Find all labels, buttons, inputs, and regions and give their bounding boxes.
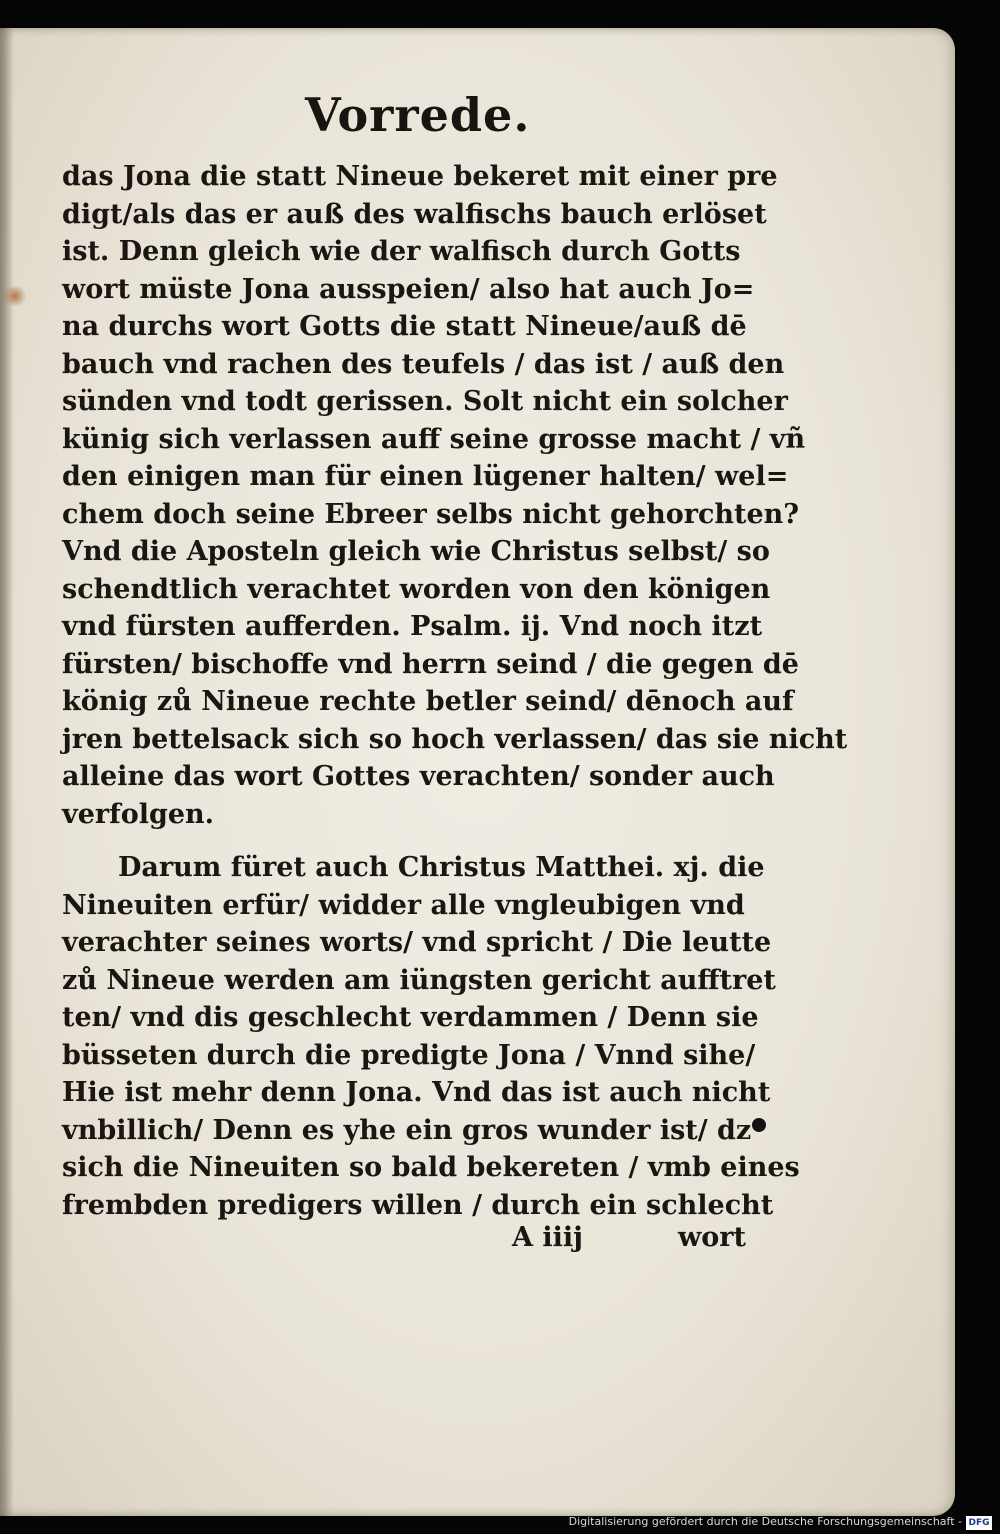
page-stain (2, 286, 28, 306)
text-line: das Jona die statt Nineue bekeret mit einer pre (62, 161, 778, 192)
text-line: schendtlich verachtet worden von den königen (62, 573, 771, 605)
text-line: Nineuiten erfür/ widder alle vngleubigen vnd (62, 889, 745, 921)
text-line: bauch vnd rachen des teufels / das ist / auß den (62, 348, 785, 380)
text-line: verachter seines worts/ vnd spricht / Die leutte (62, 927, 772, 958)
body-text (62, 158, 848, 1224)
text-line: vnbillich/ Denn es yhe ein gros wunder ist/ dz (62, 1114, 752, 1146)
text-line: ten/ vnd dis geschlecht verdammen / Denn sie (62, 1002, 759, 1033)
text-line: fürsten/ bischoffe vnd herrn seind / die gegen dē (62, 648, 799, 680)
text-line: könig zů Nineue rechte betler seind/ dēnoch auf (62, 686, 794, 717)
ink-dot (752, 1118, 766, 1132)
text-line: büsseten durch die predigte Jona / Vnnd sihe/ (62, 1039, 756, 1071)
dfg-logo: DFG (966, 1516, 992, 1530)
text-line: ist. Denn gleich wie der walfisch durch Gotts (62, 236, 741, 267)
text-line: Darum füret auch Christus Matthei. xj. die (118, 852, 765, 883)
page-heading: Vorrede. (305, 88, 531, 142)
text-line: zů Nineue werden am iüngsten gericht aufftret (62, 964, 776, 996)
text-line: frembden predigers willen / durch ein schlecht (62, 1189, 774, 1221)
text-line: sünden vnd todt gerissen. Solt nicht ein solcher (62, 386, 788, 417)
text-line: sich die Nineuiten so bald bekereten / vmb eines (62, 1152, 800, 1183)
text-line: Vnd die Aposteln gleich wie Christus selbst/ so (62, 536, 770, 567)
signature-mark: A iiij (512, 1222, 583, 1253)
text-line: na durchs wort Gotts die statt Nineue/auß dē (62, 311, 747, 342)
text-line: digt/als das er auß des walfischs bauch erlöset (62, 198, 767, 230)
text-line: alleine das wort Gottes verachten/ sonder auch (62, 761, 775, 792)
text-line: Hie ist mehr denn Jona. Vnd das ist auch nicht (62, 1077, 771, 1108)
catchword: wort (678, 1222, 746, 1253)
text-line: vnd fürsten aufferden. Psalm. ij. Vnd noch itzt (62, 611, 763, 642)
text-line: den einigen man für einen lügener halten/ wel= (62, 461, 789, 492)
text-line: wort müste Jona ausspeien/ also hat auch Jo= (62, 273, 755, 305)
digitization-credit: Digitalisierung gefördert durch die Deutsche Forschungsgemeinschaft - (568, 1515, 962, 1528)
text-line: verfolgen. (62, 798, 215, 830)
text-line: chem doch seine Ebreer selbs nicht gehorchten? (62, 498, 800, 530)
text-line: jren bettelsack sich so hoch verlassen/ das sie nicht (62, 723, 848, 755)
text-line: künig sich verlassen auff seine grosse macht / vñ (62, 423, 806, 455)
